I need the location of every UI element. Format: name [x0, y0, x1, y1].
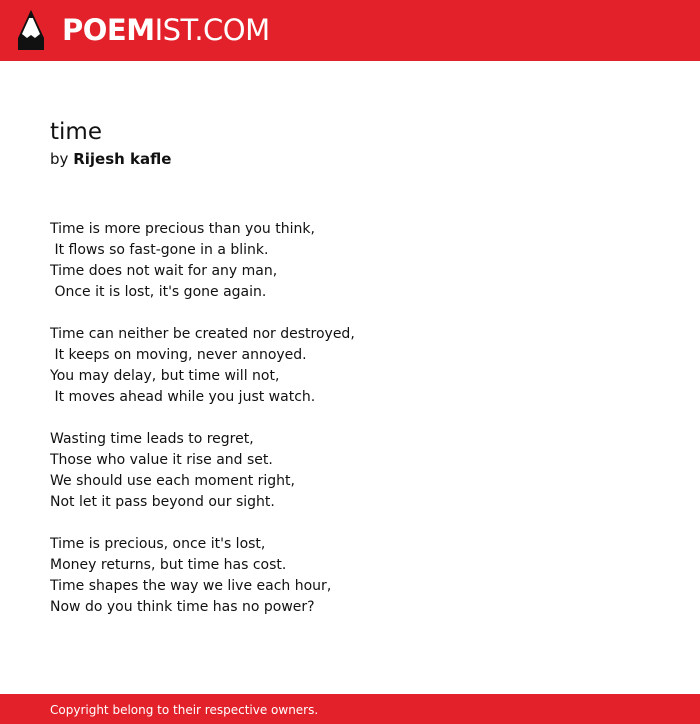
- author-name: Rijesh kafle: [73, 150, 172, 168]
- site-footer: [0, 694, 700, 724]
- logo-light-part: IST.COM: [154, 13, 270, 47]
- poem-title: time: [50, 119, 102, 145]
- site-logo-text[interactable]: [62, 12, 270, 48]
- stanza-3: [50, 429, 670, 513]
- poem-line: You may delay, but time will not,: [50, 368, 280, 384]
- poem-line: It keeps on moving, never annoyed.: [50, 347, 307, 363]
- poem-line: Time can neither be created nor destroyed,: [50, 326, 355, 342]
- poem-line: Money returns, but time has cost.: [50, 557, 287, 573]
- poem-body: [50, 219, 670, 639]
- stanza-2: [50, 324, 670, 408]
- poem-line: It moves ahead while you just watch.: [50, 389, 316, 405]
- by-label: by: [50, 150, 69, 168]
- pencil-logo-icon[interactable]: [17, 9, 45, 51]
- poem-line: We should use each moment right,: [50, 473, 295, 489]
- logo-bold-part: POEM: [62, 13, 155, 47]
- stanza-1: [50, 219, 670, 303]
- stanza-4: [50, 534, 670, 618]
- poem-line: Once it is lost, it's gone again.: [50, 284, 267, 300]
- byline: [50, 149, 171, 169]
- poem-line: Those who value it rise and set.: [50, 452, 273, 468]
- poem-line: Not let it pass beyond our sight.: [50, 494, 275, 510]
- poem-line: Time does not wait for any man,: [50, 263, 278, 279]
- poem-line: Wasting time leads to regret,: [50, 431, 254, 447]
- site-header: [0, 0, 700, 61]
- copyright-text: Copyright belong to their respective owners.: [50, 703, 319, 717]
- poem-line: Time is precious, once it's lost,: [50, 536, 266, 552]
- poem-line: Time shapes the way we live each hour,: [50, 578, 332, 594]
- poem-line: It flows so fast-gone in a blink.: [50, 242, 269, 258]
- poem-line: Time is more precious than you think,: [50, 221, 315, 237]
- poem-line: Now do you think time has no power?: [50, 599, 315, 615]
